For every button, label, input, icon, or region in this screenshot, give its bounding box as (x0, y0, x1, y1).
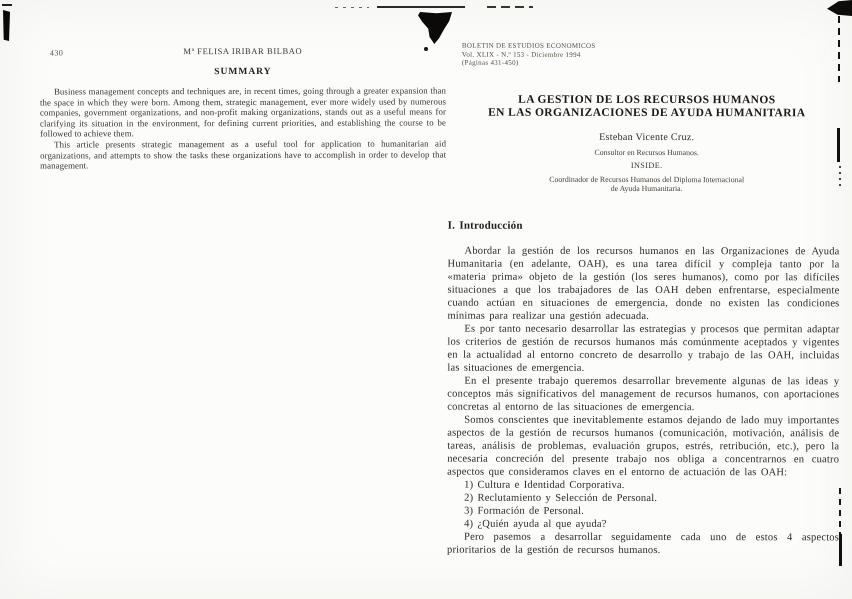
running-header: Mª FELISA IRIBAR BILBAO (183, 45, 303, 57)
scan-artifact-left-edge-dash (2, 4, 12, 6)
summary-paragraph: This article presents strategic management as a useful tool for application to humanitarian aid organizations, and attempts to show the tasks these organizations have to accomplish in order to develop that management. (40, 138, 447, 171)
scan-artifact-top-line (377, 6, 465, 8)
article-title-line2: EN LAS ORGANIZACIONES DE AYUDA HUMANITARIA (488, 106, 806, 120)
scan-artifact-right-bar (837, 128, 840, 162)
page-number: 430 (49, 48, 64, 58)
scan-artifact-right-bar-lower (839, 534, 842, 566)
left-page-header (40, 45, 446, 60)
article-title-line1: LA GESTION DE LOS RECURSOS HUMANOS (518, 93, 776, 107)
journal-volume: Vol. XLIX - N.º 153 - Diciembre 1994 (461, 50, 581, 59)
author-block (448, 132, 846, 193)
scan-artifact-ink-dot (424, 47, 428, 51)
author-coordinator-line2: de Ayuda Humanitaria. (610, 183, 683, 193)
article-body (447, 220, 840, 558)
summary-body (40, 85, 446, 171)
scan-artifact-right-dashed-line (838, 16, 840, 82)
author-role: Consultor en Recursos Humanos. (594, 147, 699, 157)
summary-paragraph: Business management concepts and techniques are, in recent times, going through a greater expansion than the space in which they were born. Among them, strategic management, ever more widely used by numerous companies, government organizations, and non-profit making organizations, stands out as a useful means for clarifying its situation in the environment, for defining current priorities, and establishing the course to be followed to achieve them. (39, 85, 447, 139)
journal-imprint (462, 42, 596, 68)
scan-artifact-left-edge-bar (3, 10, 10, 41)
list-item: 2) Reclutamiento y Selección de Personal. (464, 492, 658, 505)
summary-heading: SUMMARY (214, 66, 272, 78)
body-paragraph: Es por tanto necesario desarrollar las estrategias y procesos que permitan adaptar los criterios de gestión de recursos humanos más comúnmente aceptados y vigentes en la actualidad al entorno concreto de desarrollo y trabajo de las OAH, incluidas las situaciones de emergencia. (447, 323, 840, 374)
scan-artifact-corner-triangle (820, 0, 852, 16)
journal-pages: (Páginas 431-450) (461, 58, 519, 67)
body-paragraph: Pero pasemos a desarrollar seguidamente cada uno de estos 4 aspectos prioritarios de la gestión de recursos humanos. (447, 531, 840, 557)
scan-artifact-ink-blot (418, 12, 452, 44)
article-title (448, 94, 846, 121)
body-paragraph: Somos conscientes que inevitablemente estamos dejando de lado muy importantes aspectos de la gestión de recursos humanos (comunicación, motivación, análisis de tareas, análisis de problemas, evaluación grupos, estrés, retribución, etc.), pero la necesaria concreción del presente trabajo nos obliga a concentrarnos en cuatro aspectos que consideramos claves en el entorno de actuación de las OAH: (447, 414, 840, 479)
section-heading: I. Introducción (447, 219, 523, 232)
journal-name: BOLETIN DE ESTUDIOS ECONOMICOS (461, 41, 596, 50)
body-paragraph: Abordar la gestión de los recursos humanos en las Organizaciones de Ayuda Humanitaria (en adelante, OAH), es una tarea difícil y compleja tanto por la «materia prima» objeto de la gestión (los seres humanos), como por las difíciles situaciones a que los trabajadores de las OAH deben enfrentarse, especialmente cuando actúan en situaciones de emergencia, donde no existen las condiciones mínimas para realizar una gestión adecuada. (447, 245, 840, 323)
key-aspects-list (447, 479, 839, 532)
scan-artifact-top-dashes (487, 6, 533, 8)
author-name: Esteban Vicente Cruz. (599, 131, 695, 144)
left-page (40, 45, 446, 171)
scan-artifact-right-dots (839, 166, 841, 188)
body-paragraph: En el presente trabajo queremos desarrollar brevemente algunas de las ideas y conceptos más significativos del management de recursos humanos, con aportaciones concretas al entorno de las situaciones de emergencia. (447, 375, 840, 414)
scan-artifact-right-dashed-line-lower (839, 488, 841, 534)
author-organization: INSIDE. (630, 160, 663, 171)
author-coordinator-title (448, 174, 846, 193)
list-item: 4) ¿Quién ayuda al que ayuda? (464, 518, 607, 530)
author-coordinator-line1: Coordinador de Recursos Humanos del Diploma Internacional (549, 174, 745, 184)
list-item: 3) Formación de Personal. (464, 505, 585, 517)
scan-artifact-top-dots (335, 7, 369, 8)
list-item: 1) Cultura e Identidad Corporativa. (464, 479, 625, 491)
